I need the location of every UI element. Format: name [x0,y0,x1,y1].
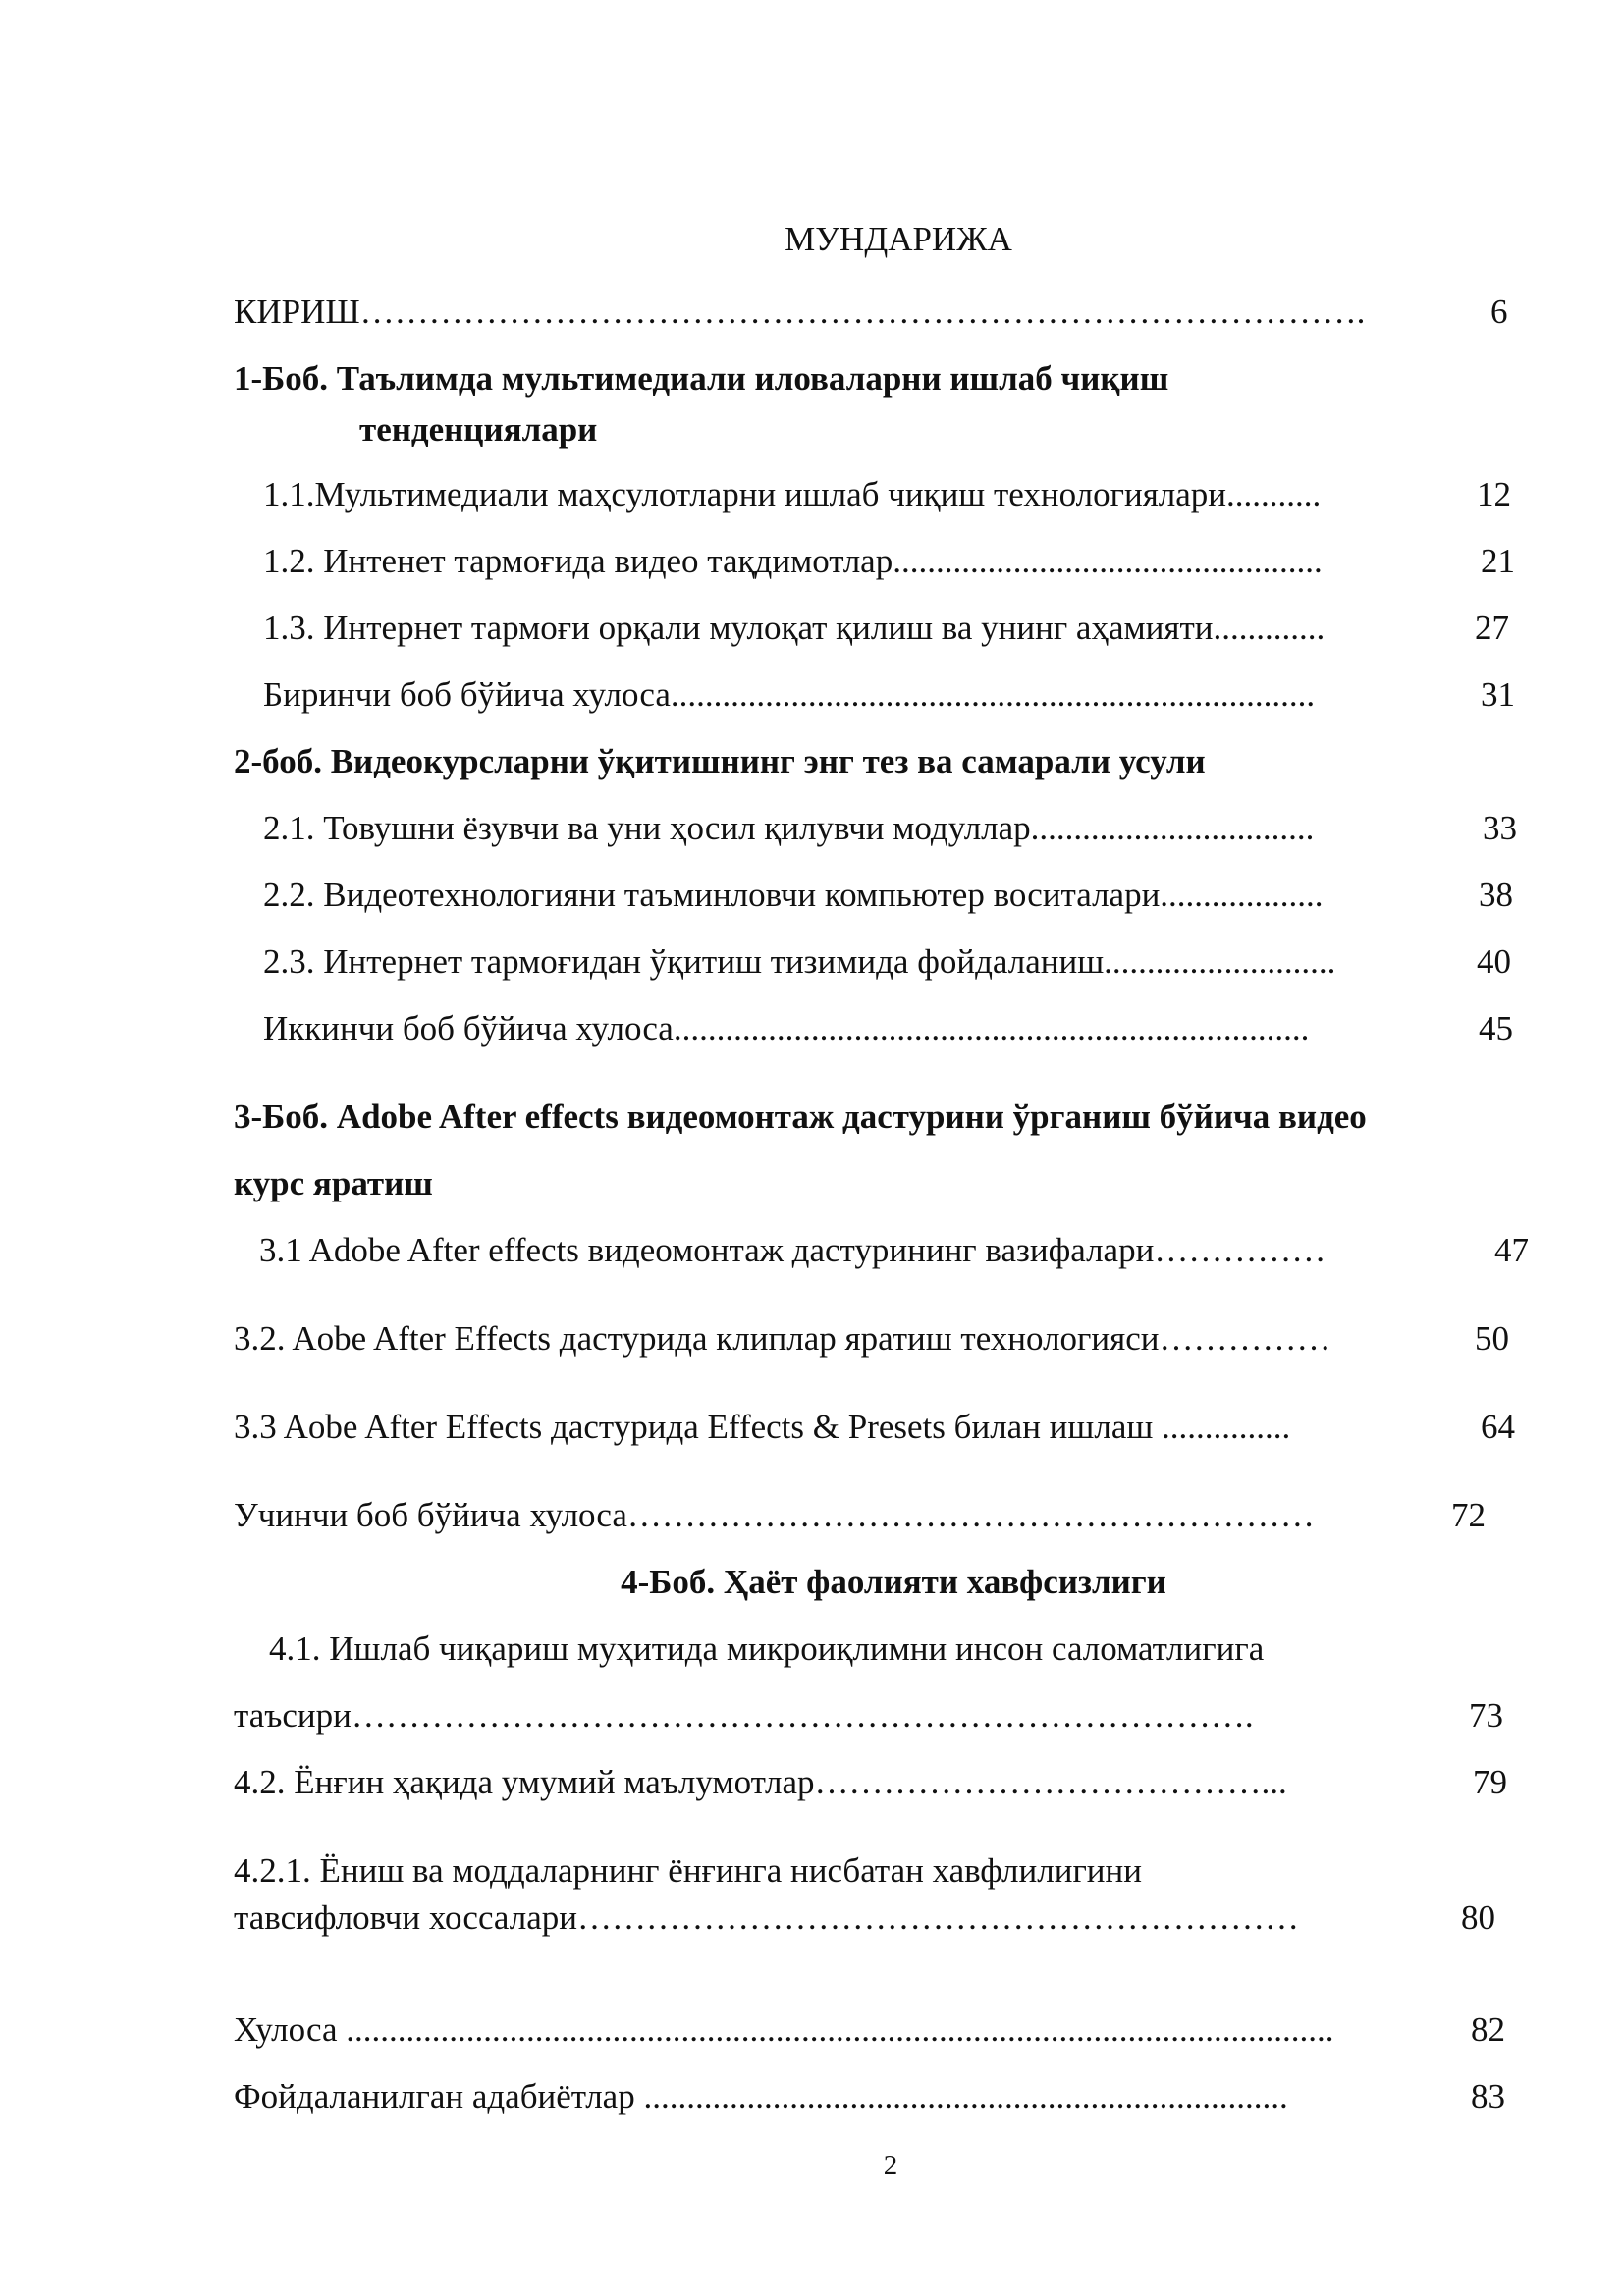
toc-page-2-3: 40 [1477,942,1511,981]
toc-entry-1-2: 1.2. Интенет тармоғида видео тақдимотлар.................................................. [263,542,1323,580]
toc-page-3-3: 64 [1481,1408,1515,1446]
toc-page-4-2-1: 80 [1461,1898,1495,1937]
toc-entry-2-1: 2.1. Товушни ёзувчи ва уни ҳосил қилувчи модуллар................................. [263,809,1315,847]
toc-page-1-3: 27 [1475,609,1509,647]
toc-entry-conclusion: Хулоса ................................................................................................................... [234,2010,1334,2049]
toc-entry-1-1: 1.1.Мультимедиали маҳсулотларни ишлаб чиқиш технологиялари........... [263,475,1322,513]
toc-page-1-1: 12 [1477,475,1511,513]
toc-entry-3-1: 3.1 Adobe After effects видеомонтаж дастурининг вазифалари…………… [259,1231,1326,1269]
toc-page-2-2: 38 [1479,876,1513,914]
toc-entry-ch2-summary: Иккинчи боб бўйича хулоса.......................................................................... [263,1009,1310,1047]
toc-title: МУНДАРИЖА [785,220,1012,258]
toc-entry-ch1-summary: Биринчи боб бўйича хулоса........................................................................... [263,675,1316,714]
page-number: 2 [883,2150,898,2181]
toc-entry-3-2: 3.2. Aobe After Effects дастурида клиплар яратиш технологияси…………… [234,1319,1331,1358]
toc-entry-references: Фойдаланилган адабиётлар ........................................................................... [234,2077,1288,2115]
toc-entry-3-3: 3.3 Aobe After Effects дастурида Effects & Presets билан ишлаш ............... [234,1408,1291,1446]
toc-page-ch1-summary: 31 [1481,675,1515,714]
chapter-3-title-cont: курс яратиш [234,1164,433,1202]
toc-entry-4-2-1: 4.2.1. Ёниш ва моддаларнинг ёнғинга нисбатан хавфлилигини [234,1851,1142,1890]
chapter-1-title: 1-Боб. Таълимда мультимедиали иловаларни ишлаб чиқиш [234,359,1169,398]
chapter-1-title-cont: тенденциялари [359,410,598,449]
chapter-2-title: 2-боб. Видеокурсларни ўқитишнинг энг тез ва самарали усули [234,742,1206,780]
toc-page-intro: 6 [1490,293,1508,331]
toc-entry-4-2-1-cont: тавсифловчи хоссалари……………………………………………………… [234,1898,1299,1937]
toc-entry-intro: КИРИШ……………………………………………………………………………. [234,293,1366,331]
toc-page-ch3-summary: 72 [1451,1496,1486,1534]
toc-page-4-1: 73 [1469,1696,1503,1735]
toc-page-3-2: 50 [1475,1319,1509,1358]
chapter-4-title: 4-Боб. Ҳаёт фаолияти хавфсизлиги [621,1563,1166,1601]
toc-page-references: 83 [1471,2077,1505,2115]
chapter-3-title: 3-Боб. Adobe After effects видеомонтаж дастурини ўрганиш бўйича видео [234,1097,1367,1136]
toc-entry-ch3-summary: Учинчи боб бўйича хулоса…………………………………………………… [234,1496,1315,1534]
toc-page-2-1: 33 [1483,809,1517,847]
toc-entry-4-2: 4.2. Ёнғин ҳақида умумий маълумотлар…………………………………... [234,1763,1287,1801]
toc-entry-1-3: 1.3. Интернет тармоғи орқали мулоқат қилиш ва унинг аҳамияти............. [263,609,1326,647]
toc-page-ch2-summary: 45 [1479,1009,1513,1047]
toc-entry-2-3: 2.3. Интернет тармоғидан ўқитиш тизимида фойдаланиш........................... [263,942,1336,981]
toc-page-conclusion: 82 [1471,2010,1505,2049]
toc-entry-4-1-cont: таъсири……………………………………………………………………. [234,1696,1254,1735]
toc-entry-4-1: 4.1. Ишлаб чиқариш муҳитида микроиқлимни инсон саломатлигига [269,1629,1265,1668]
toc-page-3-1: 47 [1494,1231,1529,1269]
toc-entry-2-2: 2.2. Видеотехнологияни таъминловчи компьютер воситалари................... [263,876,1324,914]
toc-page-4-2: 79 [1473,1763,1507,1801]
toc-page-1-2: 21 [1481,542,1515,580]
